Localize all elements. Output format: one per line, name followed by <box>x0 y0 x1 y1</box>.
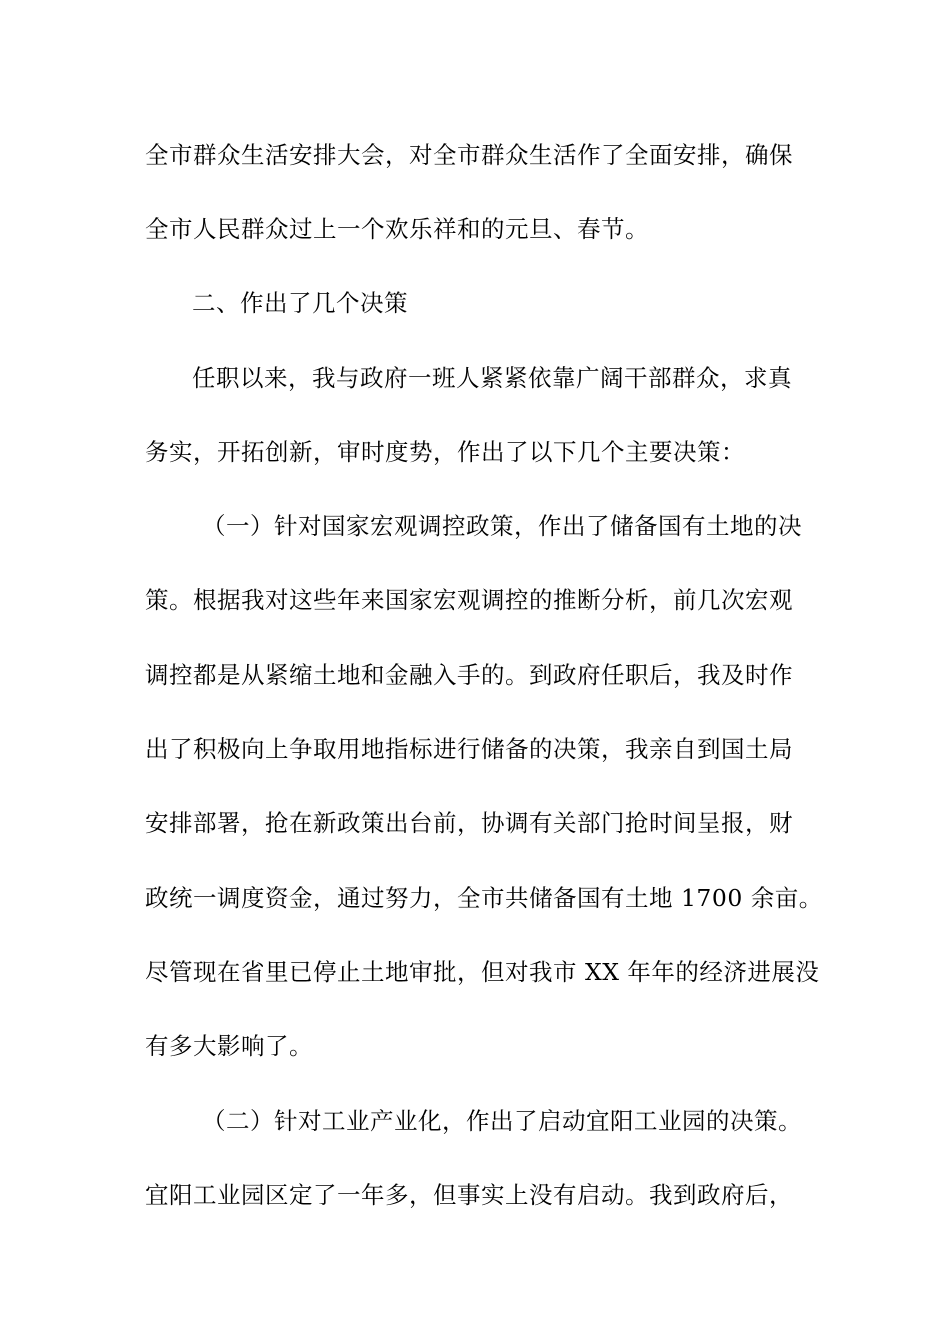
subsection-line: （一）针对国家宏观调控政策，作出了储备国有土地的决 <box>202 512 802 540</box>
section-heading: 二、作出了几个决策 <box>192 289 408 317</box>
paragraph-line: 全市人民群众过上一个欢乐祥和的元旦、春节。 <box>145 215 649 243</box>
paragraph-line: 宜阳工业园区定了一年多，但事实上没有启动。我到政府后， <box>145 1181 793 1209</box>
paragraph-line: 尽管现在省里已停止土地审批，但对我市 XX 年年的经济进展没 <box>145 958 820 986</box>
paragraph-line: 出了积极向上争取用地指标进行储备的决策，我亲自到国土局 <box>145 735 793 763</box>
paragraph-line: 政统一调度资金，通过努力，全市共储备国有土地 1700 余亩。 <box>145 884 823 912</box>
paragraph-line: 调控都是从紧缩土地和金融入手的。到政府任职后，我及时作 <box>145 661 793 689</box>
paragraph-line: 全市群众生活安排大会，对全市群众生活作了全面安排，确保 <box>145 141 793 169</box>
paragraph-line: 策。根据我对这些年来国家宏观调控的推断分析，前几次宏观 <box>145 586 793 614</box>
paragraph-line: 务实，开拓创新，审时度势，作出了以下几个主要决策： <box>145 438 745 466</box>
subsection-line: （二）针对工业产业化，作出了启动宜阳工业园的决策。 <box>202 1107 802 1135</box>
paragraph-line: 任职以来，我与政府一班人紧紧依靠广阔干部群众，求真 <box>192 364 792 392</box>
paragraph-line: 有多大影响了。 <box>145 1032 313 1060</box>
paragraph-line: 安排部署，抢在新政策出台前，协调有关部门抢时间呈报，财 <box>145 809 793 837</box>
